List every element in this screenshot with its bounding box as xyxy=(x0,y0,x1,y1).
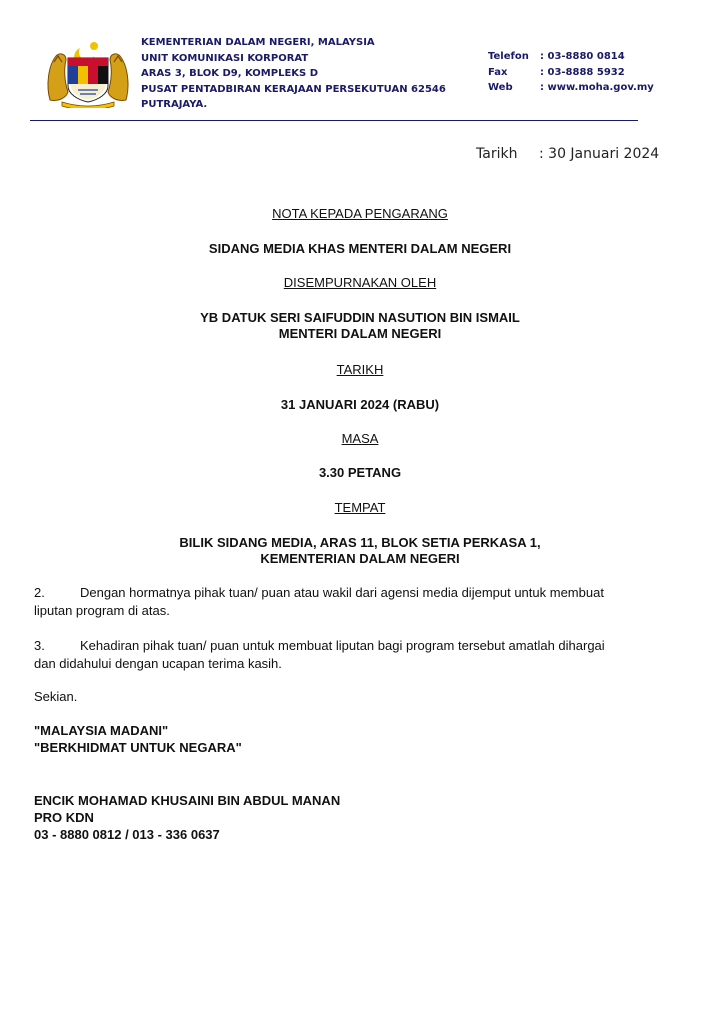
contact-value: : www.moha.gov.my xyxy=(540,82,654,93)
time-heading: MASA xyxy=(341,431,379,446)
slogan-madani: "MALAYSIA MADANI" xyxy=(34,723,169,738)
contact-fax xyxy=(488,65,654,81)
contact-value: : 03-8880 0814 xyxy=(540,51,625,62)
document-date xyxy=(476,146,659,162)
signatory-phone: 03 - 8880 0812 / 013 - 336 0637 xyxy=(34,827,220,842)
paragraph-2 xyxy=(34,584,686,620)
paragraph-text: Dengan hormatnya pihak tuan/ puan atau wakil dari agensi media dijemput untuk membuat xyxy=(80,585,604,600)
event-date: 31 JANUARI 2024 (RABU) xyxy=(280,397,440,412)
letterhead-floor: ARAS 3, BLOK D9, KOMPLEKS D xyxy=(141,68,319,79)
signatory-title: PRO KDN xyxy=(34,810,94,825)
signatory-name: ENCIK MOHAMAD KHUSAINI BIN ABDUL MANAN xyxy=(34,793,341,808)
officiated-position: MENTERI DALAM NEGERI xyxy=(278,326,442,341)
event-time: 3.30 PETANG xyxy=(318,465,402,480)
note-heading: NOTA KEPADA PENGARANG xyxy=(272,206,448,221)
contact-phone xyxy=(488,49,654,65)
letterhead-unit: UNIT KOMUNIKASI KORPORAT xyxy=(141,52,309,64)
letterhead-ministry: KEMENTERIAN DALAM NEGERI, MALAYSIA xyxy=(141,37,375,48)
paragraph-3 xyxy=(34,637,686,673)
paragraph-text: Kehadiran pihak tuan/ puan untuk membuat liputan bagi program tersebut amatlah dihargai xyxy=(80,638,605,653)
venue-heading: TEMPAT xyxy=(334,500,386,515)
contact-label: Fax xyxy=(488,66,508,78)
officiated-label: DISEMPURNAKAN OLEH xyxy=(283,275,437,290)
coat-of-arms-icon xyxy=(44,36,132,108)
slogan-berkhidmat: "BERKHIDMAT UNTUK NEGARA" xyxy=(34,740,242,755)
letterhead-address xyxy=(141,35,446,113)
date-heading: TARIKH xyxy=(336,362,384,377)
letterhead-divider xyxy=(30,120,638,121)
date-label: Tarikh xyxy=(476,146,518,162)
venue-line-2: KEMENTERIAN DALAM NEGERI xyxy=(260,551,460,566)
closing-text: Sekian. xyxy=(34,689,78,704)
contact-label: Telefon xyxy=(488,51,529,62)
venue-line-1: BILIK SIDANG MEDIA, ARAS 11, BLOK SETIA PERKASA 1, xyxy=(179,535,541,550)
officiated-name: YB DATUK SERI SAIFUDDIN NASUTION BIN ISMAIL xyxy=(200,310,520,325)
letterhead-centre: PUSAT PENTADBIRAN KERAJAAN PERSEKUTUAN 62546 xyxy=(141,83,446,95)
contact-label: Web xyxy=(488,82,513,93)
letterhead-city: PUTRAJAYA. xyxy=(141,99,208,110)
contact-web xyxy=(488,80,654,96)
contact-value: : 03-8888 5932 xyxy=(540,66,625,78)
event-title: SIDANG MEDIA KHAS MENTERI DALAM NEGERI xyxy=(208,241,512,256)
letterhead-contacts xyxy=(488,49,654,96)
paragraph-text: liputan program di atas. xyxy=(34,603,170,618)
paragraph-number: 2. xyxy=(34,585,45,600)
paragraph-text: dan didahului dengan ucapan terima kasih. xyxy=(34,656,282,671)
paragraph-number: 3. xyxy=(34,638,45,653)
date-value: : 30 Januari 2024 xyxy=(539,146,660,162)
